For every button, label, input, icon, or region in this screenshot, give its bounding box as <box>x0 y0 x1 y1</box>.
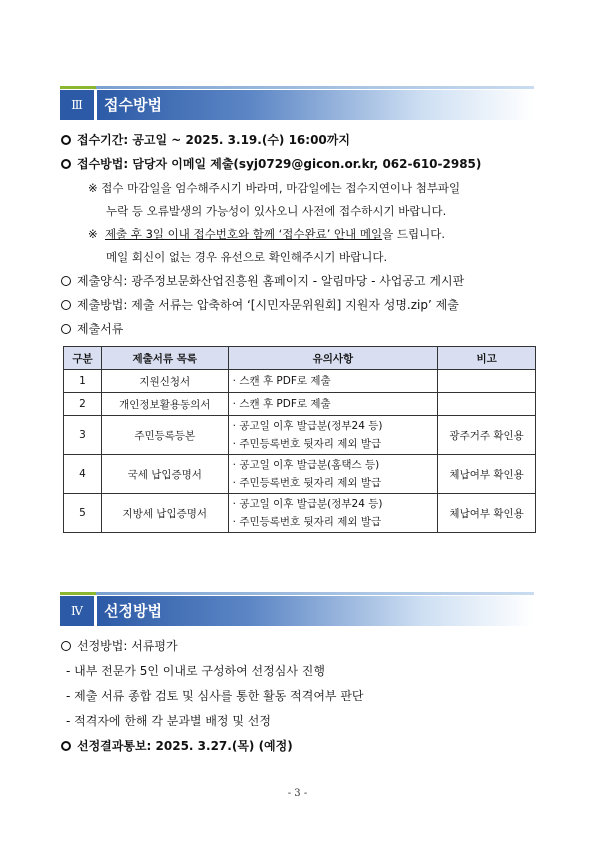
documents-table <box>63 346 536 533</box>
list-item: - 제출 서류 종합 검토 및 심사를 통한 활동 적격여부 판단 <box>66 689 364 703</box>
form-text: 제출양식: 광주정보문화산업진흥원 홈페이지 - 알림마당 - 사업공고 게시판 <box>77 274 465 288</box>
header-remark: 비고 <box>438 347 536 370</box>
row-no: 1 <box>64 370 102 393</box>
note2-line1 <box>88 226 445 242</box>
note-item: · 주민등록번호 뒷자리 제외 발급 <box>232 438 382 450</box>
note1-line1: ※ 접수 마감일을 엄수해주시기 바라며, 마감일에는 접수지연이나 첨부파일 <box>88 181 461 195</box>
row-remark: 광주거주 확인용 <box>438 416 536 455</box>
note-mark: ※ <box>88 227 98 241</box>
table-row <box>64 393 536 416</box>
docs-label-line <box>61 321 123 337</box>
section-number: Ⅳ <box>60 596 94 626</box>
circle-bullet-icon <box>61 300 71 310</box>
period-line <box>61 132 350 148</box>
row-no: 3 <box>64 416 102 455</box>
table-row <box>64 494 536 533</box>
row-no: 5 <box>64 494 102 533</box>
row-notes <box>228 455 438 494</box>
circle-bullet-icon <box>61 324 71 334</box>
row-remark <box>438 393 536 416</box>
circle-bullet-icon <box>61 741 71 751</box>
section-header-4 <box>60 592 534 626</box>
form-line <box>61 273 464 289</box>
row-notes <box>228 370 438 393</box>
table-row <box>64 370 536 393</box>
section-header-3 <box>60 86 534 120</box>
selection-method-line <box>61 638 178 654</box>
note-item: · 스캔 후 PDF로 제출 <box>232 375 331 387</box>
row-notes <box>228 393 438 416</box>
header-notes: 유의사항 <box>228 347 438 370</box>
section-title: 접수방법 <box>97 90 534 120</box>
note2-underlined: 제출 후 3일 이내 접수번호와 함께 ‘접수완료’ 안내 메일 <box>104 227 383 241</box>
note-item: · 주민등록번호 뒷자리 제외 발급 <box>232 477 382 489</box>
result-line <box>61 738 293 754</box>
selection-method-text: 선정방법: 서류평가 <box>77 639 178 653</box>
circle-bullet-icon <box>61 135 71 145</box>
row-doc: 주민등록등본 <box>101 416 228 455</box>
period-text: 접수기간: 공고일 ~ 2025. 3.19.(수) 16:00까지 <box>77 133 350 147</box>
list-item: - 적격자에 한해 각 분과별 배정 및 선정 <box>66 714 271 728</box>
row-doc: 지방세 납입증명서 <box>101 494 228 533</box>
row-doc: 지원신청서 <box>101 370 228 393</box>
note-item: · 스캔 후 PDF로 제출 <box>232 398 331 410</box>
row-doc: 개인정보활용동의서 <box>101 393 228 416</box>
note2-line2: 메일 회신이 없는 경우 유선으로 확인해주시기 바랍니다. <box>106 250 388 264</box>
list-item: - 내부 전문가 5인 이내로 구성하여 선정심사 진행 <box>66 664 325 678</box>
docs-label-text: 제출서류 <box>77 322 124 336</box>
row-doc: 국세 납입증명서 <box>101 455 228 494</box>
note2-rest: 을 드립니다. <box>382 227 445 241</box>
circle-bullet-icon <box>61 276 71 286</box>
page-number: - 3 - <box>287 788 308 799</box>
row-notes <box>228 494 438 533</box>
circle-bullet-icon <box>61 641 71 651</box>
header-no: 구분 <box>64 347 102 370</box>
section-title: 선정방법 <box>97 596 534 626</box>
circle-bullet-icon <box>61 159 71 169</box>
submit-method-line <box>61 297 459 313</box>
note1-line2: 누락 등 오류발생의 가능성이 있사오니 사전에 접수하시기 바랍니다. <box>106 204 447 218</box>
table-row <box>64 416 536 455</box>
note-item: · 공고일 이후 발급분(홈택스 등) <box>232 459 380 471</box>
section-number: Ⅲ <box>60 90 94 120</box>
row-no: 4 <box>64 455 102 494</box>
row-notes <box>228 416 438 455</box>
header-rule <box>60 86 534 89</box>
submit-method-text: 제출방법: 제출 서류는 압축하여 ‘[시민자문위원회] 지원자 성명.zip’ 제출 <box>77 298 459 312</box>
method-line <box>61 156 481 172</box>
table-header-row <box>64 347 536 370</box>
result-text: 선정결과통보: 2025. 3.27.(목) (예정) <box>77 739 293 753</box>
row-remark <box>438 370 536 393</box>
header-doc: 제출서류 목록 <box>101 347 228 370</box>
row-no: 2 <box>64 393 102 416</box>
row-remark: 체납여부 확인용 <box>438 494 536 533</box>
note-item: · 주민등록번호 뒷자리 제외 발급 <box>232 516 382 528</box>
method-text: 접수방법: 담당자 이메일 제출(syj0729@gicon.or.kr, 062-610-2985) <box>77 157 482 171</box>
note-item: · 공고일 이후 발급분(정부24 등) <box>232 498 383 510</box>
table-row <box>64 455 536 494</box>
note-item: · 공고일 이후 발급분(정부24 등) <box>232 420 383 432</box>
row-remark: 체납여부 확인용 <box>438 455 536 494</box>
header-rule <box>60 592 534 595</box>
